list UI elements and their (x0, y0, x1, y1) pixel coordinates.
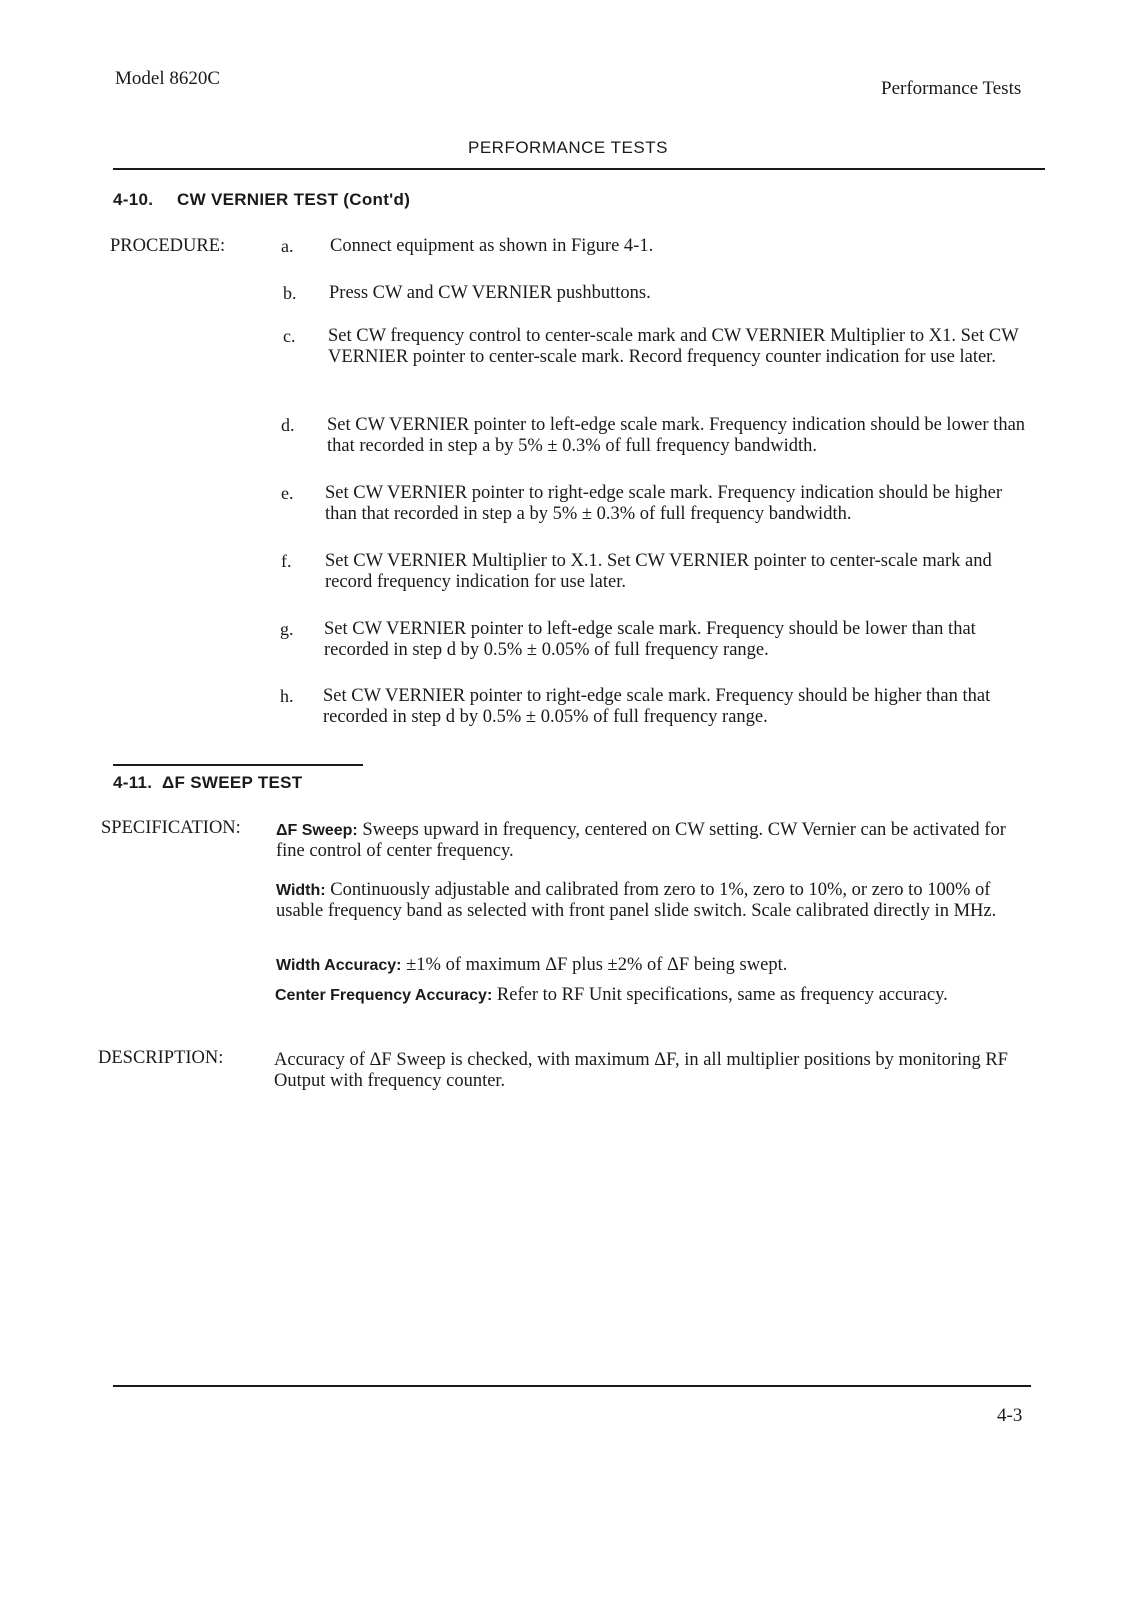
spec-item (275, 985, 990, 1006)
step-text: Press CW and CW VERNIER pushbuttons. (329, 283, 651, 303)
spec-label: Center Frequency Accuracy: (275, 987, 493, 1004)
spec-text: Refer to RF Unit specifications, same as frequency accuracy. (496, 985, 948, 1005)
step-text: Connect equipment as shown in Figure 4-1. (330, 236, 654, 256)
header-rule (113, 168, 1045, 170)
step-letter: f. (281, 551, 292, 571)
step-text: Set CW VERNIER pointer to right-edge scale mark. Frequency should be higher than that recorded in step d by 0.5% ± 0.05% of full frequency range. (323, 686, 991, 727)
page-number: 4-3 (997, 1405, 1023, 1426)
spec-text: Sweeps upward in frequency, centered on CW setting. CW Vernier can be activated for fine control of center frequency. (276, 820, 1006, 861)
description-label: DESCRIPTION: (98, 1048, 224, 1068)
spec-item (276, 820, 1021, 862)
spec-text: Continuously adjustable and calibrated from zero to 1%, zero to 10%, or zero to 100% of usable frequency band as selected with front panel slide switch. Scale calibrated directly in MHz. (276, 880, 997, 921)
step-text: Set CW VERNIER pointer to left-edge scale mark. Frequency should be lower than that recorded in step d by 0.5% ± 0.05% of full frequency range. (324, 619, 976, 660)
spec-label: Width Accuracy: (276, 957, 402, 974)
step-letter: a. (281, 236, 294, 256)
page-title: PERFORMANCE TESTS (468, 138, 668, 157)
header-section: Performance Tests (881, 78, 1022, 99)
step-letter: d. (281, 415, 295, 435)
step-letter: h. (280, 686, 294, 706)
description-text: Accuracy of ΔF Sweep is checked, with maximum ΔF, in all multiplier positions by monitoring RF Output with frequency counter. (274, 1050, 1008, 1091)
section-410-number: 4-10. (113, 190, 154, 209)
spec-label: Width: (276, 882, 326, 899)
spec-text: ±1% of maximum ΔF plus ±2% of ΔF being swept. (406, 955, 788, 975)
spec-item (276, 880, 1028, 922)
step-letter: c. (283, 326, 296, 346)
step-text: Set CW VERNIER pointer to left-edge scale mark. Frequency indication should be lower than that recorded in step a by 5% ± 0.3% of full frequency bandwidth. (327, 415, 1026, 456)
step-letter: g. (280, 619, 294, 639)
section-411-rule (113, 764, 363, 766)
spec-label: ΔF Sweep: (276, 822, 358, 839)
section-410-title: CW VERNIER TEST (Cont'd) (177, 190, 411, 209)
specification-label: SPECIFICATION: (101, 818, 241, 838)
section-411-title: ΔF SWEEP TEST (162, 773, 303, 792)
footer-rule (113, 1385, 1031, 1387)
step-letter: b. (283, 283, 297, 303)
step-text: Set CW VERNIER pointer to right-edge scale mark. Frequency indication should be higher than that recorded in step a by 5% ± 0.3% of full frequency bandwidth. (325, 483, 1002, 524)
step-letter: e. (281, 483, 294, 503)
section-411-number: 4-11. (113, 773, 153, 792)
step-text: Set CW frequency control to center-scale mark and CW VERNIER Multiplier to X1. Set CW VERNIER pointer to center-scale mark. Record frequency counter indication for use later. (328, 326, 1019, 367)
spec-item (276, 955, 1021, 976)
step-text: Set CW VERNIER Multiplier to X.1. Set CW VERNIER pointer to center-scale mark and record frequency indication for use later. (325, 551, 992, 592)
header-model: Model 8620C (115, 68, 221, 89)
procedure-label: PROCEDURE: (110, 236, 226, 256)
